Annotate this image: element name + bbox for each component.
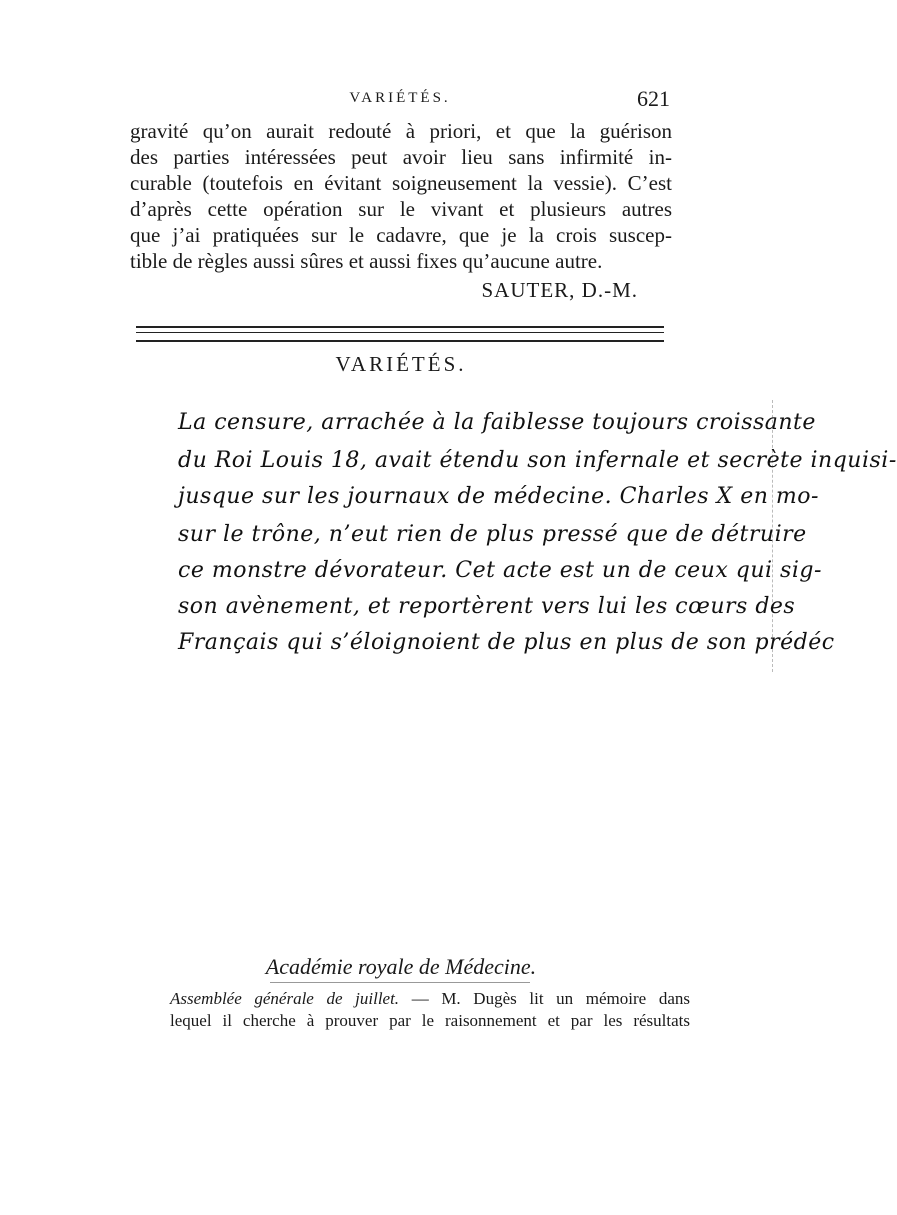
academy-paragraph bbox=[170, 988, 690, 1032]
handwritten-line: ce monstre dévorateur. Cet acte est un de ceux qui sig- bbox=[178, 558, 822, 583]
handwritten-line: du Roi Louis 18, avait étendu son infernale et secrète inquisi- bbox=[178, 448, 897, 473]
body-paragraph bbox=[130, 118, 672, 274]
handwritten-note bbox=[160, 400, 897, 672]
handwritten-line: La censure, arrachée à la faiblesse toujours croissante bbox=[178, 410, 816, 435]
body-line: gravité qu’on aurait redouté à priori, et que la guérison bbox=[130, 119, 672, 143]
body-line: curable (toutefois en évitant soigneusement la vessie). C’est bbox=[130, 171, 672, 195]
running-header bbox=[130, 86, 670, 112]
heading-underline bbox=[270, 982, 530, 983]
meeting-label: Assemblée générale de juillet. bbox=[170, 989, 400, 1008]
author-signature: SAUTER, D.-M. bbox=[481, 278, 638, 302]
section-heading: VARIÉTÉS. bbox=[335, 352, 467, 376]
body-line: tible de règles aussi sûres et aussi fixes qu’aucune autre. bbox=[130, 249, 603, 273]
handwritten-line: son avènement, et reportèrent vers lui les cœurs des bbox=[178, 594, 796, 619]
page-number: 621 bbox=[637, 86, 670, 111]
handwritten-line: jusque sur les journaux de médecine. Charles X en mo- bbox=[178, 484, 819, 509]
academy-line: lequel il cherche à prouver par le raisonnement et par les résultats bbox=[170, 1011, 690, 1030]
body-line: des parties intéressées peut avoir lieu sans infirmité in- bbox=[130, 145, 672, 169]
academy-line bbox=[170, 988, 690, 1010]
running-title: VARIÉTÉS. bbox=[349, 90, 451, 106]
section-divider bbox=[136, 326, 664, 342]
handwritten-line: sur le trône, n’eut rien de plus pressé que de détruire bbox=[178, 522, 807, 547]
meeting-text: — M. Dugès lit un mémoire dans bbox=[411, 989, 690, 1008]
academy-heading: Académie royale de Médecine. bbox=[265, 954, 537, 979]
body-line: d’après cette opération sur le vivant et plusieurs autres bbox=[130, 197, 672, 221]
body-line: que j’ai pratiquées sur le cadavre, que je la crois suscep- bbox=[130, 223, 672, 247]
handwritten-line: Français qui s’éloignoient de plus en plus de son prédéc bbox=[178, 630, 835, 655]
